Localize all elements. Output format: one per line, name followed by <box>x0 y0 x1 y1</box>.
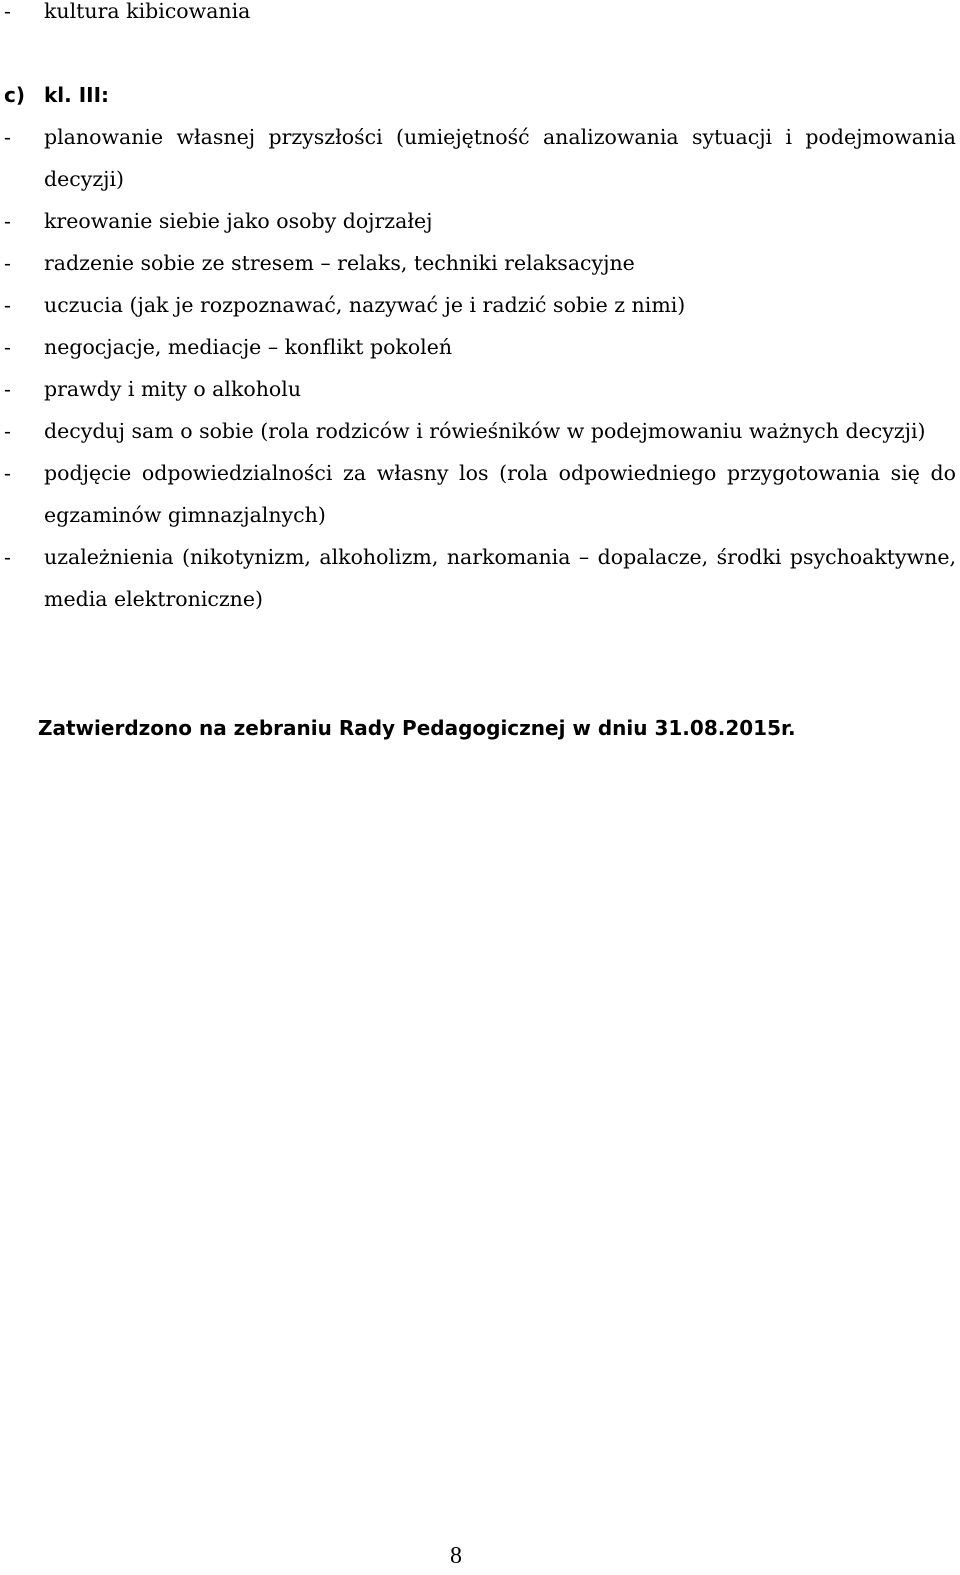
list-item-text: uzależnienia (nikotynizm, alkoholizm, narkomania – dopalacze, środki psychoaktywne, media elektroniczne) <box>44 545 956 611</box>
list-item-text: uczucia (jak je rozpoznawać, nazywać je i radzić sobie z nimi) <box>44 293 686 317</box>
list-dash: - <box>4 251 11 275</box>
list-item <box>4 368 956 410</box>
list-dash: - <box>4 419 11 443</box>
list-item <box>4 284 956 326</box>
list-dash: - <box>4 125 11 149</box>
list-item <box>4 410 956 452</box>
list-item <box>4 116 956 200</box>
list-item <box>4 0 956 32</box>
list-dash: - <box>4 461 11 485</box>
section-marker: c) <box>4 83 25 107</box>
list-dash: - <box>4 335 11 359</box>
list-item-text: negocjacje, mediacje – konflikt pokoleń <box>44 335 453 359</box>
list-item-text: kreowanie siebie jako osoby dojrzałej <box>44 209 433 233</box>
list-item <box>4 536 956 620</box>
page-number <box>0 1538 912 1574</box>
list-item <box>4 200 956 242</box>
list-dash: - <box>4 377 11 401</box>
page-number-value: 8 <box>450 1543 462 1569</box>
approval-statement: Zatwierdzono na zebraniu Rady Pedagogicznej w dniu 31.08.2015r. <box>38 716 796 740</box>
list-item-text: planowanie własnej przyszłości (umiejętność analizowania sytuacji i podejmowania decyzji) <box>44 125 956 191</box>
list-item-text: podjęcie odpowiedzialności za własny los (rola odpowiedniego przygotowania się do egzaminów gimnazjalnych) <box>44 461 956 527</box>
list-item <box>4 242 956 284</box>
list-dash: - <box>4 0 11 23</box>
section-heading-c <box>4 74 956 116</box>
section-title: kl. III: <box>44 83 110 107</box>
list-item-text: prawdy i mity o alkoholu <box>44 377 302 401</box>
list-dash: - <box>4 209 11 233</box>
list-item <box>4 452 956 536</box>
list-dash: - <box>4 545 11 569</box>
list-item-text: decyduj sam o sobie (rola rodziców i rówieśników w podejmowaniu ważnych decyzji) <box>44 419 926 443</box>
list-dash: - <box>4 293 11 317</box>
list-item <box>4 326 956 368</box>
list-item-text: kultura kibicowania <box>44 0 251 23</box>
document-content <box>4 0 956 620</box>
list-item-text: radzenie sobie ze stresem – relaks, techniki relaksacyjne <box>44 251 635 275</box>
